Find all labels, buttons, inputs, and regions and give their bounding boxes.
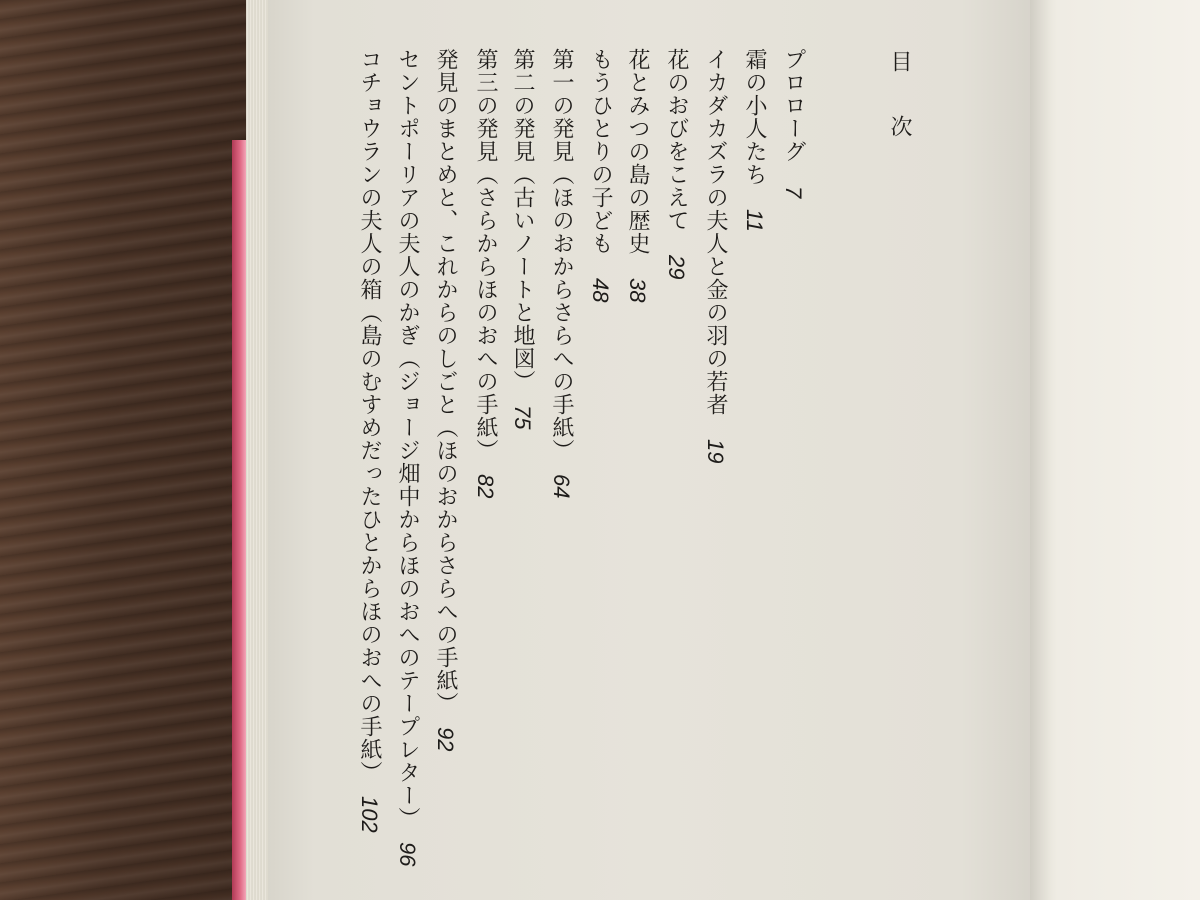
toc-entry-page: 92 — [433, 727, 458, 752]
book-cover-edge — [232, 140, 246, 900]
toc-entry — [585, 48, 615, 302]
facing-page — [1058, 0, 1200, 900]
toc-entry-title: 花とみつの島の歴史 — [625, 48, 650, 255]
toc-entry-page: 11 — [742, 209, 767, 232]
toc-entry-title: 第三の発見（さらからほのおへの手紙） — [473, 48, 498, 451]
toc-entry — [661, 48, 691, 279]
toc-entry — [546, 48, 576, 498]
toc-entry-page: 7 — [781, 186, 806, 199]
toc-entry-title: セントポーリアの夫人のかぎ（ジョージ畑中からほのおへのテープレター） — [395, 48, 420, 819]
toc-entry — [392, 48, 422, 866]
toc-entry — [778, 48, 808, 198]
toc-entry-page: 29 — [664, 255, 689, 280]
toc-entry — [470, 48, 500, 498]
toc-entry — [700, 48, 730, 463]
toc-entry-title: 第一の発見（ほのおからさらへの手紙） — [549, 48, 574, 451]
toc-entry-title: もうひとりの子ども — [588, 48, 613, 255]
toc-entry-title: 霜の小人たち — [742, 48, 767, 186]
toc-entry — [507, 48, 537, 429]
toc-entry-page: 82 — [473, 474, 498, 499]
toc-entry-title: イカダカズラの夫人と金の羽の若者 — [703, 48, 728, 416]
page-block-edge — [246, 0, 270, 900]
book-gutter — [1030, 0, 1060, 900]
toc-entry-page: 75 — [510, 405, 535, 430]
toc-entry-title: 花のおびをこえて — [664, 48, 689, 232]
toc-entry-page: 96 — [395, 842, 420, 867]
toc-entry-page: 48 — [588, 278, 613, 303]
toc-entry-title: 第二の発見（古いノートと地図） — [510, 48, 535, 382]
toc-entry-page: 64 — [549, 474, 574, 499]
toc-heading: 目 次 — [887, 50, 912, 155]
toc-entry-page: 38 — [625, 278, 650, 303]
toc-entry — [430, 48, 460, 751]
toc-entry — [622, 48, 652, 302]
toc-entry — [354, 48, 384, 833]
wooden-table — [0, 0, 270, 900]
toc-entry — [739, 48, 769, 232]
toc-entry-page: 102 — [357, 796, 382, 833]
toc-entry-title: プロローグ — [781, 48, 806, 163]
toc-entry-title: 発見のまとめと、これからのしごと（ほのおからさらへの手紙） — [433, 48, 458, 704]
toc-entry-title: コチョウランの夫人の箱（島のむすめだったひとからほのおへの手紙） — [357, 48, 382, 773]
toc-entry-page: 19 — [703, 439, 728, 464]
